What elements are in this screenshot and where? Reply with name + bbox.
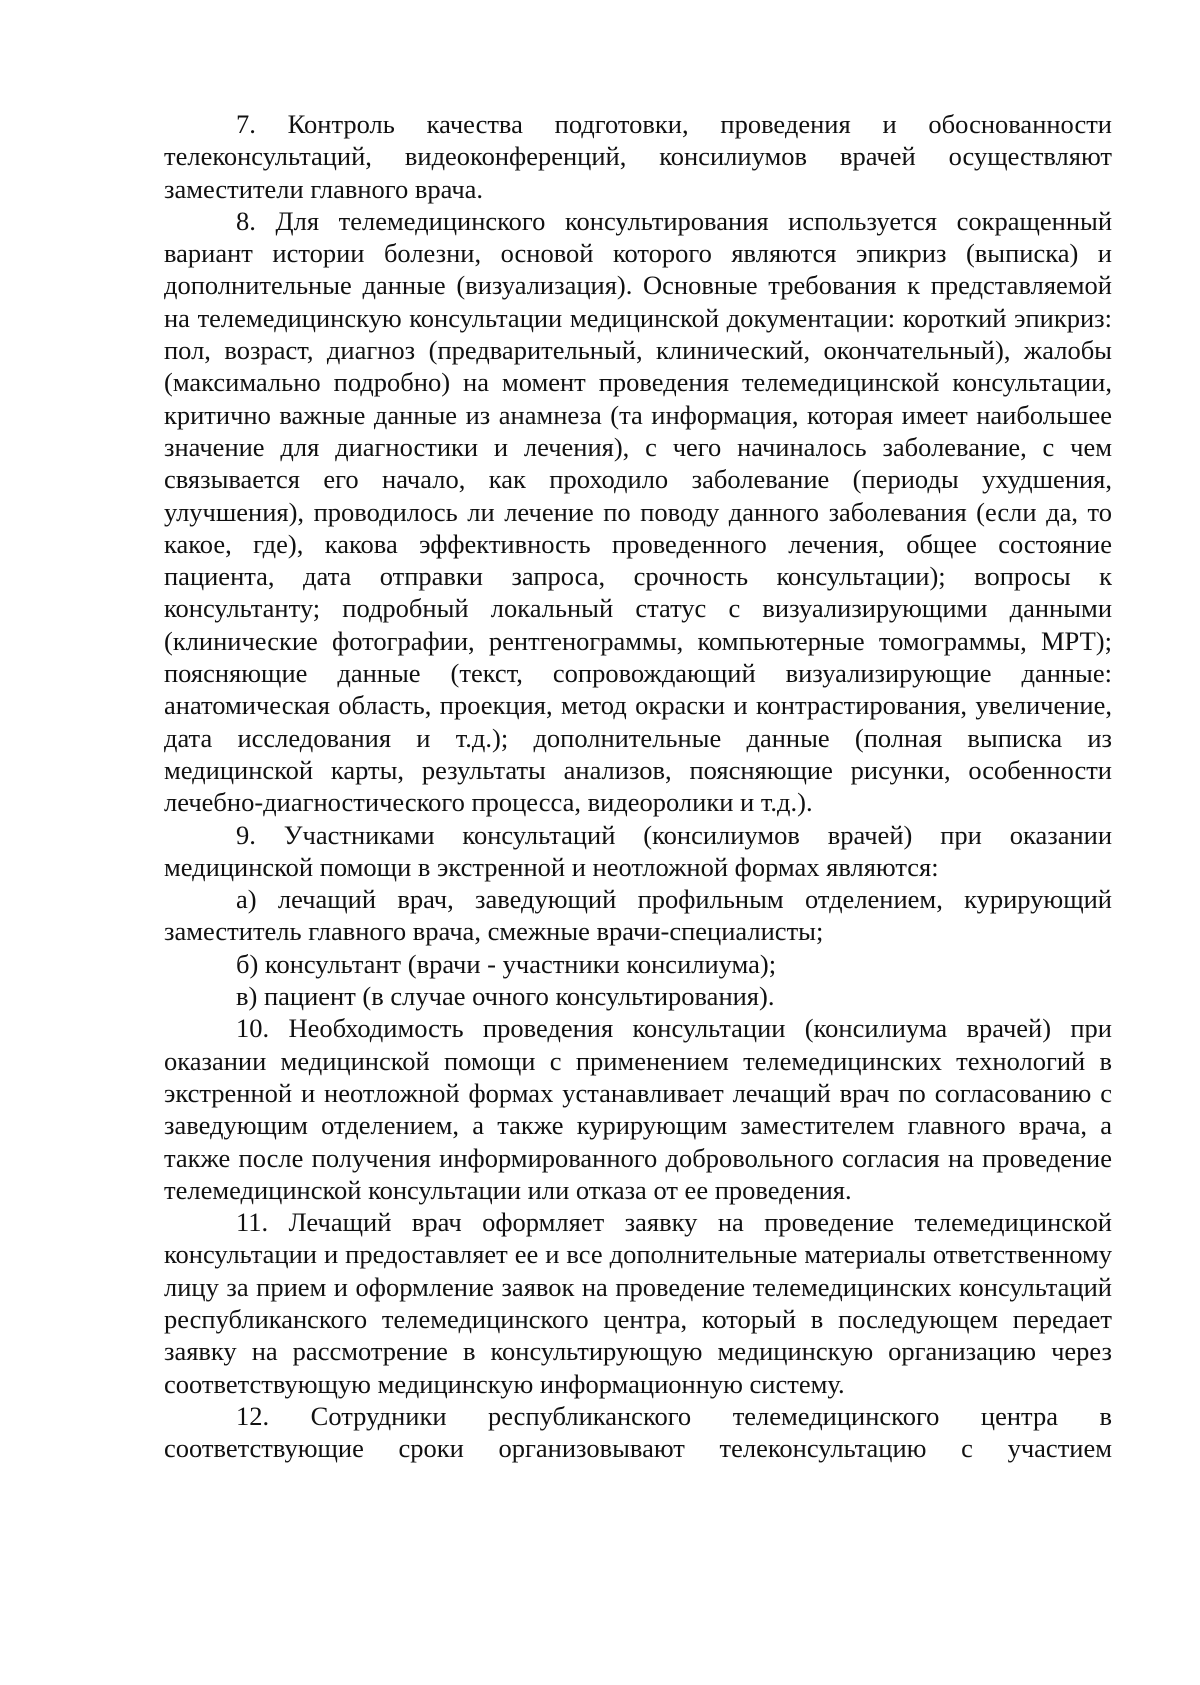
paragraph-10: 10. Необходимость проведения консультации (консилиума врачей) при оказании медицинской помощи с применением телемедицинских технологий в экстренной и неотложной формах устанавливает лечащий врач по согласованию с заведующим отделением, а также курирующим заместителем главного врача, а также после получения информированного добровольного согласия на проведение телемедицинской консультации или отказа от ее проведения. — [164, 1013, 1112, 1205]
paragraph-9v: в) пациент (в случае очного консультирования). — [236, 981, 775, 1012]
paragraph-11: 11. Лечащий врач оформляет заявку на проведение телемедицинской консультации и предоставляет ее и все дополнительные материалы ответственному лицу за прием и оформление заявок на проведение телемедицинских консультаций республиканского телемедицинского центра, который в последующем передает заявку на рассмотрение в консультирующую медицинскую организацию через соответствующую медицинскую информационную систему. — [164, 1207, 1112, 1399]
paragraph-12: 12. Сотрудники республиканского телемедицинского центра в соответствующие сроки организовывают телеконсультацию с участием — [164, 1400, 1112, 1464]
document-page — [164, 108, 1112, 1464]
paragraph-9a: а) лечащий врач, заведующий профильным отделением, курирующий заместитель главного врача, смежные врачи-специалисты; — [164, 884, 1112, 947]
paragraph-9: 9. Участниками консультаций (консилиумов врачей) при оказании медицинской помощи в экстренной и неотложной формах являются: — [164, 819, 1112, 882]
paragraph-8: 8. Для телемедицинского консультирования используется сокращенный вариант истории болезни, основой которого являются эпикриз (выписка) и дополнительные данные (визуализация). Основные требования к представляемой на телемедицинскую консультации медицинской документации: короткий эпикриз: пол, возраст, диагноз (предварительный, клинический, окончательный), жалобы (максимально подробно) на момент проведения телемедицинской консультации, критично важные данные из анамнеза (та информация, которая имеет наибольшее значение для диагностики и лечения), с чего начиналось заболевание, с чем связывается его начало, как проходило заболевание (периоды ухудшения, улучшения), проводилось ли лечение по поводу данного заболевания (если да, то какое, где), какова эффективность проведенного лечения, общее состояние пациента, дата отправки запроса, срочность консультации); вопросы к консультанту; подробный локальный статус с визуализирующими данными (клинические фотографии, рентгенограммы, компьютерные томограммы, МРТ); поясняющие данные (текст, сопровождающий визуализирующие данные: анатомическая область, проекция, метод окраски и контрастирования, увеличение, дата исследования и т.д.); дополнительные данные (полная выписка из медицинской карты, результаты анализов, поясняющие рисунки, особенности лечебно-диагностического процесса, видеоролики и т.д.). — [164, 205, 1112, 818]
paragraph-7: 7. Контроль качества подготовки, проведения и обоснованности телеконсультаций, видеоконференций, консилиумов врачей осуществляют заместители главного врача. — [164, 109, 1112, 204]
paragraph-9b: б) консультант (врачи - участники консилиума); — [236, 948, 777, 979]
